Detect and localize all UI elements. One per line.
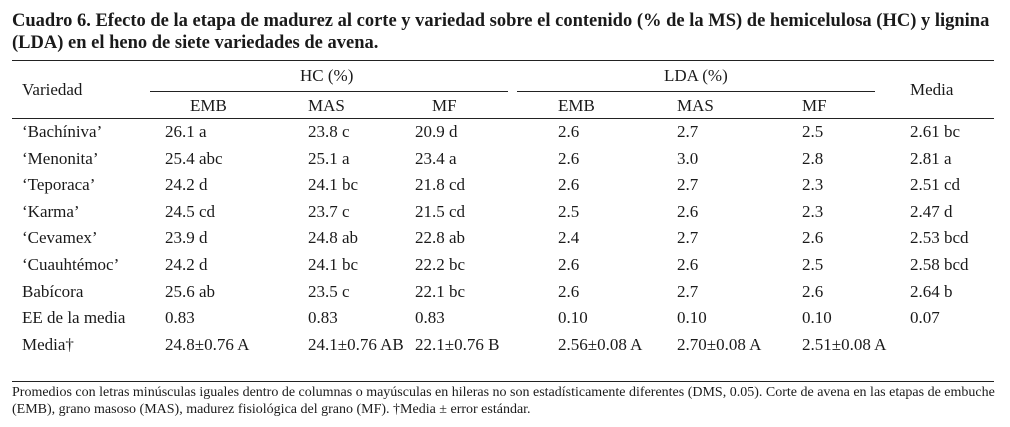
row-label: ‘Menonita’: [22, 148, 99, 168]
table-cell: 23.4 a: [415, 148, 457, 168]
table-cell: 2.6: [558, 148, 580, 168]
table-cell: 20.9 d: [415, 122, 458, 141]
table-cell: 2.7: [677, 281, 699, 301]
table-cell: 2.5: [802, 255, 824, 274]
table-cell: 0.10: [802, 308, 832, 328]
table-cell: 2.6: [558, 175, 580, 195]
header-lda: LDA (%): [664, 66, 728, 85]
hc-group-rule: [150, 91, 508, 92]
top-rule: [12, 60, 994, 61]
row-label: ‘Cevamex’: [22, 228, 98, 248]
table-cell: 2.6: [677, 255, 699, 274]
table-cell: 21.8 cd: [415, 175, 466, 195]
table-cell: 2.6: [802, 228, 824, 248]
header-media: Media: [910, 80, 954, 99]
table-cell: 2.8: [802, 148, 824, 168]
table-cell: 2.81 a: [910, 148, 952, 168]
table-cell: 0.83: [415, 308, 445, 328]
table-cell: 2.3: [802, 201, 824, 221]
footnote: Promedios con letras minúsculas iguales dentro de columnas o mayúsculas en hileras no son estadísticamente diferentes (DMS, 0.05). Corte de avena en las etapas de embuche (EMB), grano masoso (MAS), madurez fisiológica del grano (MF). †Media ± error estándar.: [12, 385, 995, 417]
table-cell: 0.83: [165, 308, 195, 328]
table-cell: 2.47 d: [910, 201, 953, 221]
table-cell: 23.8 c: [308, 122, 350, 141]
table-cell: 2.6: [558, 281, 580, 301]
table-cell: 0.10: [677, 308, 707, 328]
row-label: ‘Bachíniva’: [22, 122, 103, 141]
table-cell: 24.8±0.76 A: [165, 334, 250, 354]
table-cell: 24.1 bc: [308, 175, 359, 195]
table-caption: Cuadro 6. Efecto de la etapa de madurez al corte y variedad sobre el contenido (% de la MS) de hemicelulosa (HC) y lignina (LDA) en el heno de siete variedades de avena.: [12, 11, 990, 53]
table-cell: 22.2 bc: [415, 255, 466, 274]
table-cell: 22.1±0.76 B: [415, 334, 500, 354]
table-cell: 2.53 bcd: [910, 228, 969, 248]
table-cell: 26.1 a: [165, 122, 207, 141]
table-cell: 2.7: [677, 228, 699, 248]
subheader-4: MAS: [677, 96, 714, 115]
table-cell: 25.6 ab: [165, 281, 216, 301]
table-cell: 0.83: [308, 308, 338, 328]
table-cell: 21.5 cd: [415, 201, 466, 221]
row-label: ‘Teporaca’: [22, 175, 96, 195]
table-cell: 24.5 cd: [165, 201, 216, 221]
table-cell: 0.10: [558, 308, 588, 328]
bottom-rule: [12, 381, 994, 382]
header-variedad: Variedad: [22, 80, 83, 99]
table-cell: 2.58 bcd: [910, 255, 969, 274]
table-cell: 2.7: [677, 122, 699, 141]
table-cell: 2.64 b: [910, 281, 953, 301]
table-cell: 2.5: [802, 122, 824, 141]
table-cell: 24.2 d: [165, 175, 208, 195]
table-cell: 2.51±0.08 A: [802, 334, 887, 354]
header-hc: HC (%): [300, 66, 354, 85]
table-cell: 3.0: [677, 148, 699, 168]
table-cell: 24.1±0.76 AB: [308, 334, 404, 354]
table-cell: 2.3: [802, 175, 824, 195]
table-cell: 24.2 d: [165, 255, 208, 274]
subheader-3: EMB: [558, 96, 595, 115]
subheader-2: MF: [432, 96, 457, 115]
table-cell: 25.4 abc: [165, 148, 223, 168]
subheader-5: MF: [802, 96, 827, 115]
table-cell: 23.7 c: [308, 201, 350, 221]
row-label: EE de la media: [22, 308, 126, 328]
table-cell: 2.7: [677, 175, 699, 195]
table-cell: 24.8 ab: [308, 228, 359, 248]
table-cell: 2.61 bc: [910, 122, 961, 141]
table-cell: 2.4: [558, 228, 580, 248]
table-cell: 2.56±0.08 A: [558, 334, 643, 354]
table-cell: 2.51 cd: [910, 175, 961, 195]
table-cell: 2.6: [802, 281, 824, 301]
table-cell: 2.6: [677, 201, 699, 221]
table-cell: 23.5 c: [308, 281, 350, 301]
table-cell: 25.1 a: [308, 148, 350, 168]
table-cell: 2.6: [558, 122, 580, 141]
subheader-0: EMB: [190, 96, 227, 115]
table-cell: 22.1 bc: [415, 281, 466, 301]
row-label: Babícora: [22, 281, 84, 301]
subheader-1: MAS: [308, 96, 345, 115]
header-rule: [12, 118, 994, 119]
table-cell: 23.9 d: [165, 228, 208, 248]
row-label: Media†: [22, 334, 74, 354]
table-cell: 0.07: [910, 308, 940, 328]
lda-group-rule: [517, 91, 875, 92]
table-cell: 2.70±0.08 A: [677, 334, 762, 354]
table-cell: 24.1 bc: [308, 255, 359, 274]
table-cell: 2.6: [558, 255, 580, 274]
row-label: ‘Cuauhtémoc’: [22, 255, 120, 274]
table-cell: 22.8 ab: [415, 228, 466, 248]
row-label: ‘Karma’: [22, 201, 80, 221]
table-cell: 2.5: [558, 201, 580, 221]
